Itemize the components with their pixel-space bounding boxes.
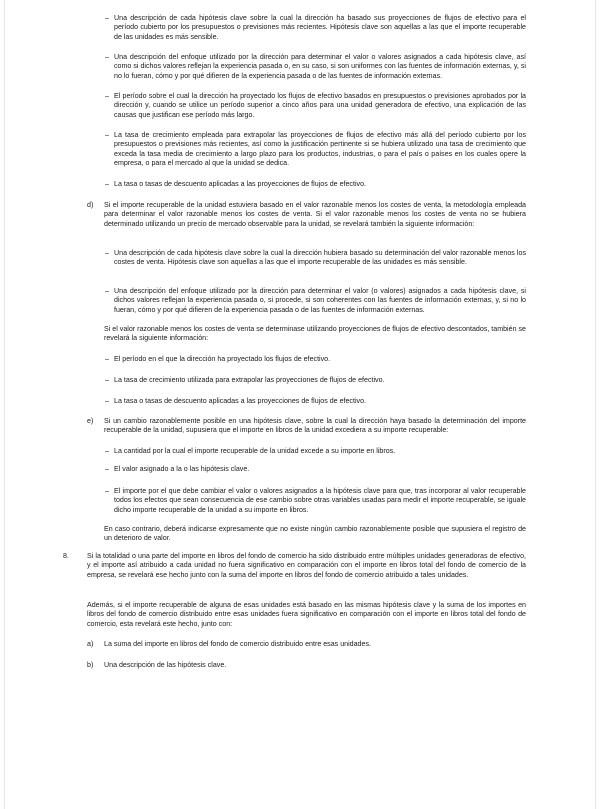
bullet-paragraph: La cantidad por la cual el importe recuperable de la unidad excede a su importe en libros.: [114, 447, 396, 455]
bullet-paragraph: El período sobre el cual la dirección ha proyectado los flujos de efectivo basados en presupuestos o previsiones aprobados por la dirección y, cuando se utilice un período superior a cinco años para una unidad generadora de efectivo, una explicación de las causas que justifican ese período más largo.: [114, 92, 526, 119]
dash-bullet: –: [105, 376, 109, 384]
item-label: d): [87, 201, 94, 209]
dash-bullet: –: [105, 92, 109, 100]
paragraph: Si un cambio razonablemente posible en una hipótesis clave, sobre la cual la dirección haya basado la determinación del importe recuperable de la unidad, supusiera que el importe en libros de la unidad excediera a su importe recuperable:: [104, 417, 526, 435]
dash-bullet: –: [105, 397, 109, 405]
item-label: 8.: [63, 552, 69, 560]
bullet-paragraph: Una descripción del enfoque utilizado por la dirección para determinar el valor o valores asignados a cada hipótesis clave, así como si dichos valores reflejan la experiencia pasada o, en su caso, si son uniformes con las fuentes de información externas, y, si no lo fueran, cómo y por qué difieren de la experiencia pasada o de las fuentes de información externas.: [114, 53, 526, 80]
bullet-paragraph: El importe por el que debe cambiar el valor o valores asignados a la hipótesis clave para que, tras incorporar al valor recuperable todos los efectos que sean consecuencia de ese cambio sobre otras variables usadas para medir el importe recuperable, se iguale dicho importe recuperable de la unidad a su importe en libros.: [114, 487, 526, 514]
bullet-paragraph: La tasa o tasas de descuento aplicadas a las proyecciones de flujos de efectivo.: [114, 397, 366, 405]
dash-bullet: –: [105, 131, 109, 139]
paragraph: Si el valor razonable menos los costes de venta se determinase utilizando proyecciones de flujos de efectivo descontados, también se revelará la siguiente información:: [104, 325, 526, 343]
bullet-paragraph: Una descripción del enfoque utilizado por la dirección para determinar el valor (o valores) asignados a cada hipótesis clave, si dichos valores reflejan la experiencia pasada o, si procede, si son coherentes con las fuentes de información externas, y, si no lo fueran, cómo y por qué difieren de la experiencia pasada o de las fuentes de información externas.: [114, 287, 526, 314]
dash-bullet: –: [105, 14, 109, 22]
bullet-paragraph: Una descripción de cada hipótesis clave sobre la cual la dirección hubiera basado su determinación del valor razonable menos los costes de venta. Hipótesis clave son aquellas a las que el importe recuperable de las unidades es más sensible.: [114, 249, 526, 267]
dash-bullet: –: [105, 53, 109, 61]
dash-bullet: –: [105, 249, 109, 257]
page-edge-left: [4, 0, 5, 809]
dash-bullet: –: [105, 487, 109, 495]
page-edge-right: [595, 0, 596, 809]
bullet-paragraph: El período en el que la dirección ha proyectado los flujos de efectivo.: [114, 355, 331, 363]
paragraph: Si el importe recuperable de la unidad estuviera basado en el valor razonable menos los costes de venta, la metodología empleada para determinar el valor razonable menos los costes de venta. Si el valor razonable menos los costes de venta no se hubiera determinado utilizando un precio de mercado observable para la unidad, se revelará también la siguiente información:: [104, 201, 526, 228]
dash-bullet: –: [105, 465, 109, 473]
paragraph: Si la totalidad o una parte del importe en libros del fondo de comercio ha sido distribuido entre múltiples unidades generadoras de efectivo, y el importe así atribuido a cada unidad no fuera significativo en comparación con el importe en libros total del fondo de comercio de la empresa, se revelará ese hecho junto con la suma del importe en libros del fondo de comercio atribuido a tales unidades.: [87, 552, 526, 579]
paragraph: En caso contrario, deberá indicarse expresamente que no existe ningún cambio razonablemente posible que supusiera el registro de un deterioro de valor.: [104, 525, 526, 543]
dash-bullet: –: [105, 447, 109, 455]
paragraph: Una descripción de las hipótesis clave.: [104, 661, 227, 669]
dash-bullet: –: [105, 355, 109, 363]
bullet-paragraph: La tasa de crecimiento empleada para extrapolar las proyecciones de flujos de efectivo más allá del período cubierto por los presupuestos o previsiones más recientes, así como la justificación pertinente si se hubiera utilizado una tasa de crecimiento que exceda la tasa media de crecimiento a largo plazo para los productos, industrias, o para el país o países en los cuales opere la empresa, o para el mercado al que la unidad se dedica.: [114, 131, 526, 167]
dash-bullet: –: [105, 287, 109, 295]
item-label: e): [87, 417, 94, 425]
item-label: a): [87, 640, 94, 648]
bullet-paragraph: Una descripción de cada hipótesis clave sobre la cual la dirección ha basado sus proyecciones de flujos de efectivo para el período cubierto por los presupuestos o previsiones más recientes. Hipótesis clave son aquellas a las que el importe recuperable de las unidades es más sensible.: [114, 14, 526, 41]
item-label: b): [87, 661, 94, 669]
bullet-paragraph: La tasa o tasas de descuento aplicadas a las proyecciones de flujos de efectivo.: [114, 180, 366, 188]
paragraph: La suma del importe en libros del fondo de comercio distribuido entre esas unidades.: [104, 640, 371, 648]
dash-bullet: –: [105, 180, 109, 188]
paragraph: Además, si el importe recuperable de alguna de esas unidades está basado en las mismas hipótesis clave y la suma de los importes en libros del fondo de comercio distribuido entre esas unidades fuera significativo en comparación con el importe en libros total del fondo de comercio, esta revelará este hecho, junto con:: [87, 601, 526, 628]
bullet-paragraph: El valor asignado a la o las hipótesis clave.: [114, 465, 250, 473]
bullet-paragraph: La tasa de crecimiento utilizada para extrapolar las proyecciones de flujos de efectivo.: [114, 376, 385, 384]
